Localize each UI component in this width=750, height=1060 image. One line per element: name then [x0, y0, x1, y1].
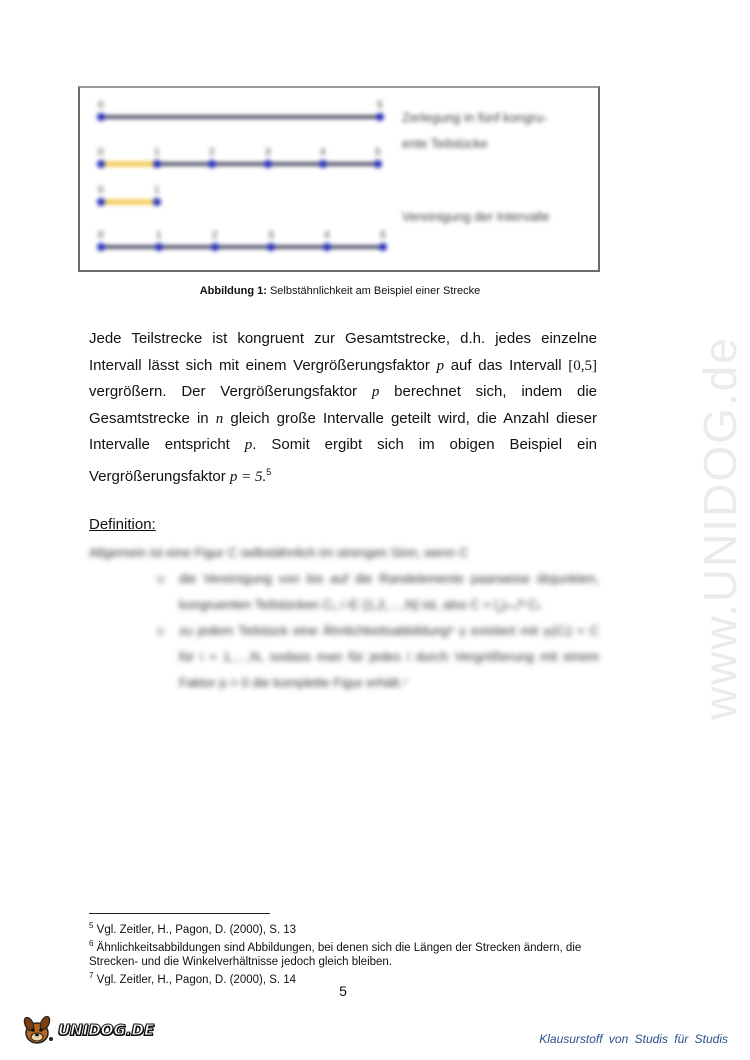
definition-item: o die Vereinigung von bis auf die Randelemente paarweise disjunkten, kongruenten Teilstücken Cᵢ, i ∈ {1,2,…,N} ist, also C = ⋃ᵢ₌₁ᴺ Cᵢ. [89, 566, 599, 618]
segment-point [97, 113, 105, 121]
footnote [89, 919, 589, 937]
footer-tagline: Klausurstoff von Studis für Studis [539, 1032, 728, 1046]
tick-label: 0 [98, 230, 104, 241]
math-equation: p = 5. [229, 468, 267, 485]
tick-label: 5 [375, 147, 381, 158]
figure-caption [0, 285, 680, 297]
tick-label: 1 [154, 147, 160, 158]
segment-point [153, 198, 161, 206]
segment-point [323, 243, 331, 251]
segment-point [264, 160, 272, 168]
segment-point [97, 243, 105, 251]
definition-intro: Allgemein ist eine Figur C selbstähnlich im strengen Sinn, wenn C [89, 545, 469, 560]
footnote-number: 5 [89, 921, 94, 930]
footnote-text: Ähnlichkeitsabbildungen sind Abbildungen, bei denen sich die Längen der Strecken ändern, die Strecken- und die Winkelverhältnisse jedoch gleich bleiben. [89, 941, 582, 968]
tick-label: 0 [98, 185, 104, 196]
paragraph-text: vergrößern. Der Vergrößerungsfaktor [89, 383, 372, 400]
definition-title: Definition: [89, 516, 156, 533]
math-var: p [371, 384, 380, 400]
footnote-number: 7 [89, 970, 94, 980]
footnote [89, 937, 589, 969]
paragraph-text: Jede Teilstrecke ist kongruent zur Gesamtstrecke, d.h. jedes einzelne Intervall lässt sich mit einem Vergrößerungsfaktor [89, 330, 597, 374]
math-interval: [0,5] [568, 357, 597, 374]
tick-label: 4 [324, 230, 330, 241]
segment-point [153, 160, 161, 168]
math-var: p [244, 437, 253, 453]
footnote-text: Vgl. Zeitler, H., Pagon, D. (2000), S. 14 [93, 973, 297, 986]
segment-point [97, 198, 105, 206]
segment-figure [80, 88, 600, 272]
segment-point [155, 243, 163, 251]
caption-label: Abbildung 1: [199, 285, 267, 297]
figure-box [78, 86, 600, 272]
segment-point [208, 160, 216, 168]
segment-point [267, 243, 275, 251]
body-paragraph [89, 326, 597, 490]
definition-block [89, 540, 599, 696]
tick-label: 3 [268, 230, 274, 241]
segment-point [376, 113, 384, 121]
caption-text: Selbstähnlichkeit am Beispiel einer Strecke [266, 285, 481, 297]
tick-label: 2 [212, 230, 218, 241]
math-var: p [436, 357, 445, 374]
tick-label: 4 [320, 147, 326, 158]
footnote-ref: 5 [266, 466, 272, 477]
segment-point [211, 243, 219, 251]
segment-point [374, 160, 382, 168]
dog-mascot-icon [22, 1015, 56, 1045]
tick-label: 0 [98, 147, 104, 158]
tick-label: 5 [377, 100, 383, 111]
math-var: n [215, 410, 224, 427]
paragraph-text: gleich große Intervalle geteilt wird, die Anzahl dieser Intervalle entspricht [89, 409, 598, 453]
footnote-number: 6 [89, 938, 94, 948]
watermark: www.UNIDOG.de [694, 336, 746, 720]
tick-label: 0 [98, 100, 104, 111]
figure-note: ente Teilstücke [402, 136, 488, 151]
footnote-text: Vgl. Zeitler, H., Pagon, D. (2000), S. 13 [93, 923, 297, 936]
footnote-divider [89, 913, 270, 914]
segment-point [379, 243, 387, 251]
figure-note: Vereinigung der Intervalle [402, 209, 550, 224]
figure-note: Zerlegung in fünf kongru- [402, 110, 548, 125]
tick-label: 1 [154, 185, 160, 196]
segment-point [97, 160, 105, 168]
unidog-logo[interactable] [22, 1015, 154, 1045]
tick-label: 1 [156, 230, 162, 241]
logo-text: UNIDOG.DE [58, 1021, 155, 1039]
tick-label: 3 [265, 147, 271, 158]
footnotes [89, 919, 589, 986]
tick-label: 2 [209, 147, 215, 158]
page-number: 5 [339, 983, 347, 999]
segment-point [319, 160, 327, 168]
paragraph-text: auf das Intervall [444, 356, 569, 374]
tick-label: 5 [380, 230, 386, 241]
definition-item: o zu jedem Teilstück eine Ähnlichkeitsabbildung⁶ γ existiert mit γᵢ(Cᵢ) = C für i = 1,…,N, sodass man für jedes i durch Vergrößerung mit einem Faktor p > 0 die komplette Figur erhält.⁷ [89, 618, 599, 696]
paragraph-text: berechnet sich, indem die Gesamtstrecke in [89, 383, 597, 427]
paragraph-text: . Somit ergibt sich im obigen Beispiel ein Vergrößerungsfaktor [89, 436, 597, 485]
